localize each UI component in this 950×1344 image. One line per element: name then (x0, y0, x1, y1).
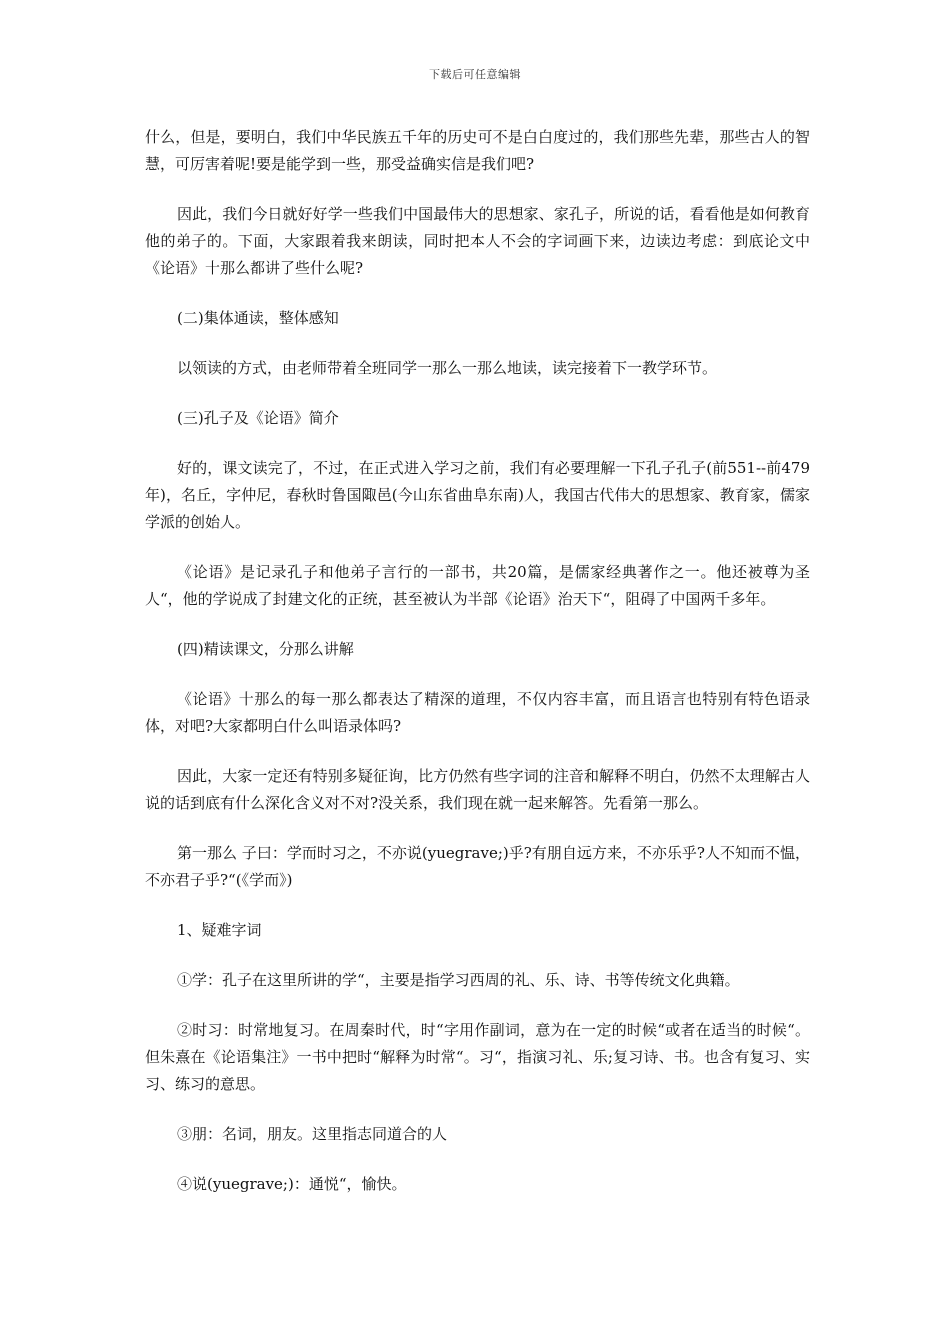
quotation-paragraph: 第一那么 子曰：学而时习之，不亦说(yuegrave;)乎?有朋自远方来，不亦乐乎?人不知而不愠，不亦君子乎?“(《学而》) (145, 844, 810, 889)
page-header: 下载后可任意编辑 (429, 68, 521, 81)
paragraph: 因此，大家一定还有特别多疑征询，比方仍然有些字词的注音和解释不明白，仍然不太理解古人说的话到底有什么深化含义对不对?没关系，我们现在就一起来解答。先看第一那么。 (145, 767, 810, 812)
document-body (145, 124, 810, 1221)
list-item: ③朋：名词，朋友。这里指志同道合的人 (177, 1125, 448, 1143)
list-item: ①学：孔子在这里所讲的学“，主要是指学习西周的礼、乐、诗、书等传统文化典籍。 (177, 971, 740, 989)
paragraph: 以领读的方式，由老师带着全班同学一那么一那么地读，读完接着下一教学环节。 (177, 359, 718, 377)
paragraph: 《论语》是记录孔子和他弟子言行的一部书，共20篇，是儒家经典著作之一。他还被尊为圣人“，他的学说成了封建文化的正统，甚至被认为半部《论语》治天下“，阻碍了中国两千多年。 (145, 563, 810, 608)
paragraph: 好的，课文读完了，不过，在正式进入学习之前，我们有必要理解一下孔子孔子(前551--前479年)，名丘，字仲尼，春秋时鲁国陬邑(今山东省曲阜东南)人，我国古代伟大的思想家、教育家，儒家学派的创始人。 (145, 459, 810, 531)
section-heading: (二)集体通读，整体感知 (177, 309, 339, 327)
paragraph: 什么，但是，要明白，我们中华民族五千年的历史可不是白白度过的，我们那些先辈，那些古人的智慧，可厉害着呢!要是能学到一些，那受益确实信是我们吧? (145, 128, 810, 173)
list-item: ②时习：时常地复习。在周秦时代，时“字用作副词，意为在一定的时候“或者在适当的时候“。但朱熹在《论语集注》一书中把时“解释为时常“。习“，指演习礼、乐;复习诗、书。也含有复习、实习、练习的意思。 (145, 1021, 810, 1093)
subsection-heading: 1、疑难字词 (177, 921, 262, 939)
section-heading: (四)精读课文，分那么讲解 (177, 640, 354, 658)
list-item: ④说(yuegrave;)：通悦“，愉快。 (177, 1175, 407, 1193)
section-heading: (三)孔子及《论语》简介 (177, 409, 339, 427)
paragraph: 《论语》十那么的每一那么都表达了精深的道理，不仅内容丰富，而且语言也特别有特色语录体，对吧?大家都明白什么叫语录体吗? (145, 690, 810, 735)
paragraph: 因此，我们今日就好好学一些我们中国最伟大的思想家、家孔子，所说的话，看看他是如何教育他的弟子的。下面，大家跟着我来朗读，同时把本人不会的字词画下来，边读边考虑：到底论文中《论语》十那么都讲了些什么呢? (145, 205, 810, 277)
